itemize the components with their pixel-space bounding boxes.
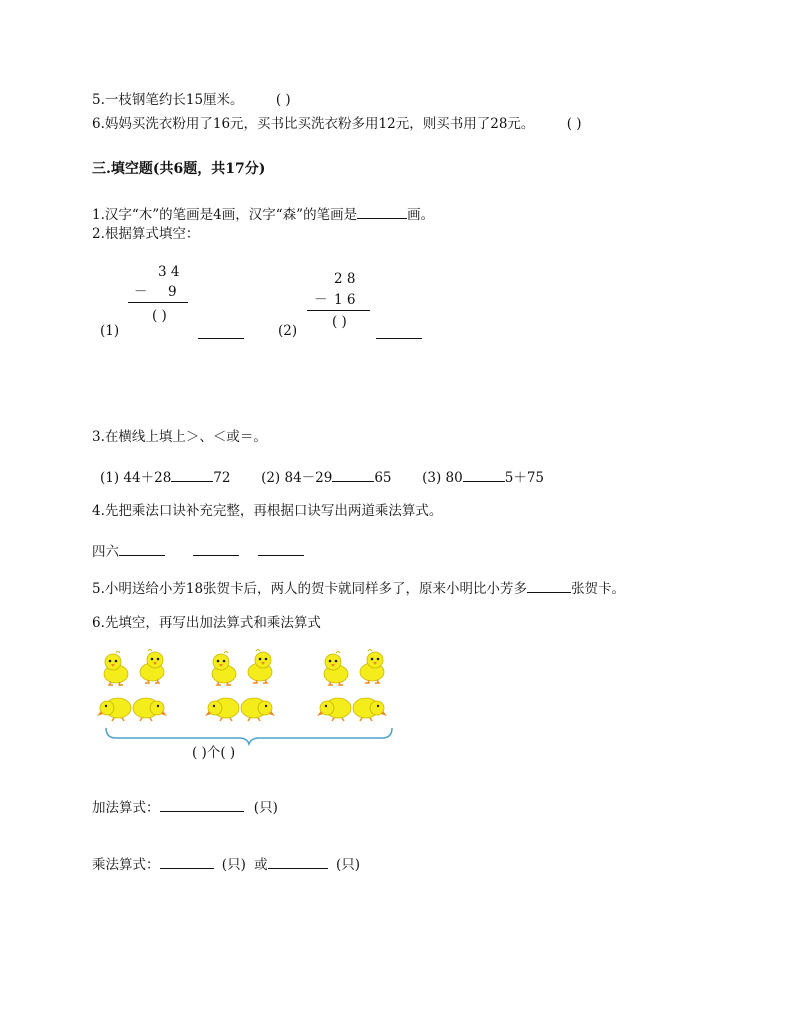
calc1-answer-blank[interactable] (198, 338, 244, 339)
chick-group-1 (98, 650, 168, 724)
chick-icon (318, 650, 352, 690)
brace-label[interactable]: ( )个( ) (192, 745, 236, 761)
fill-q5: 5.小明送给小芳18张贺卡后，两人的贺卡就同样多了，原来小明比小芳多 张贺卡。 (92, 581, 626, 597)
calc1-second: 9 (168, 284, 177, 300)
calc2-minus: － (314, 292, 328, 308)
chick-icon (350, 688, 388, 726)
calc2-second: 1 6 (334, 292, 356, 308)
add-formula-blank[interactable] (160, 798, 244, 812)
q4-blank-3[interactable] (258, 542, 304, 556)
section-title: 三.填空题(共6题，共17分) (92, 161, 266, 177)
fill-q1: 1.汉字“木”的笔画是4画，汉字“森”的笔画是 画。 (92, 207, 435, 223)
judge-q6: 6.妈妈买洗衣粉用了16元，买书比买洗衣粉多用12元，则买书用了28元。 ( ) (92, 116, 582, 132)
chick-icon (240, 648, 274, 688)
calc2-label: (2) (278, 323, 298, 339)
add-formula-row: 加法算式： (只) (92, 800, 278, 816)
fill-q6: 6.先填空，再写出加法算式和乘法算式 (92, 615, 321, 631)
fill-q2: 2.根据算式填空： (92, 226, 200, 242)
calc2-line (307, 310, 370, 311)
judge-q6-paren[interactable]: ( ) (566, 116, 582, 132)
brace-line (104, 726, 394, 746)
chick-icon (96, 688, 134, 726)
chick-icon (206, 650, 240, 690)
calc1-label: (1) (100, 323, 120, 339)
chick-group-2 (206, 650, 276, 724)
judge-q5-paren[interactable]: ( ) (275, 92, 291, 108)
q4-blank-2[interactable] (193, 542, 239, 556)
mul-formula-row: 乘法算式： (只) 或 (只) (92, 857, 360, 873)
calc1-result[interactable]: ( ) (152, 308, 167, 324)
q3-1-blank[interactable] (171, 468, 213, 482)
fill-q4-row: 四六 (92, 542, 304, 560)
fill-q3-items: (1) 44＋28 72 (2) 84－29 65 (3) 80 5＋75 (100, 470, 545, 486)
chick-icon (352, 648, 386, 688)
calc2-answer-blank[interactable] (376, 338, 422, 339)
fill-q4: 4.先把乘法口诀补充完整，再根据口诀写出两道乘法算式。 (92, 503, 443, 519)
q4-blank-1[interactable] (119, 542, 165, 556)
mul-formula-blank-1[interactable] (160, 855, 214, 869)
fill-q3: 3.在横线上填上＞、＜或＝。 (92, 429, 267, 445)
mul-formula-blank-2[interactable] (268, 855, 328, 869)
chick-icon (316, 688, 354, 726)
chick-icon (98, 650, 132, 690)
calc2-top: 2 8 (334, 271, 356, 287)
q3-3-blank[interactable] (463, 468, 505, 482)
q3-2-blank[interactable] (332, 468, 374, 482)
fill-q1-blank[interactable] (357, 205, 407, 219)
calc1-minus: － (134, 284, 148, 300)
judge-q5: 5.一枝钢笔约长15厘米。 ( ) (92, 92, 291, 108)
chick-icon (130, 688, 168, 726)
calc1-line (128, 302, 188, 303)
chick-icon (238, 688, 276, 726)
calc1-top: 3 4 (158, 264, 180, 280)
calc2-result[interactable]: ( ) (332, 314, 347, 330)
chick-icon (204, 688, 242, 726)
chick-group-3 (318, 650, 388, 724)
q5-blank[interactable] (527, 579, 571, 593)
chick-icon (132, 648, 166, 688)
